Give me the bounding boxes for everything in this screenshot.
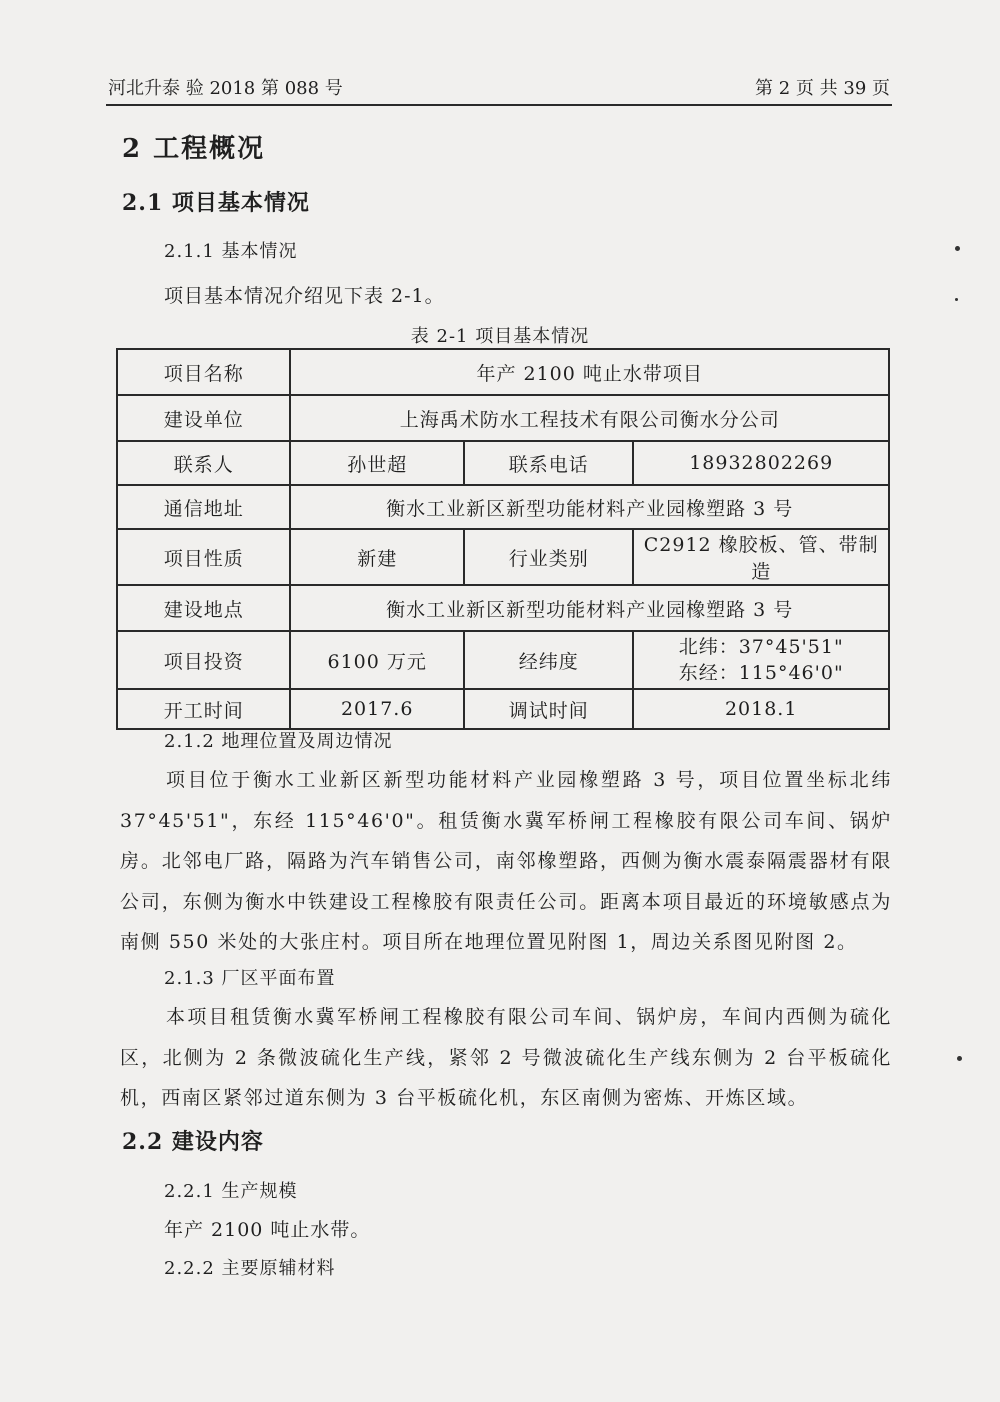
- table-value: 年产 2100 吨止水带项目: [290, 349, 889, 395]
- table-value: 衡水工业新区新型功能材料产业园橡塑路 3 号: [290, 585, 889, 631]
- table-label: 项目投资: [117, 631, 290, 689]
- table-value: C2912 橡胶板、管、带制造: [633, 529, 889, 585]
- table-row: [117, 349, 889, 395]
- table-label: 联系电话: [464, 441, 633, 485]
- section-heading-2: 2 工程概况: [122, 134, 266, 164]
- intro-text: 项目基本情况介绍见下表 2-1。: [164, 285, 445, 307]
- page-header: [108, 74, 890, 106]
- report-number: 河北升泰 验 2018 第 088 号: [108, 78, 343, 99]
- table-row: [117, 485, 889, 529]
- table-label: 项目名称: [117, 349, 290, 395]
- table-value: 18932802269: [633, 441, 889, 485]
- table-value: 2018.1: [633, 689, 889, 729]
- section-heading-2-2-2: 2.2.2 主要原辅材料: [164, 1258, 336, 1279]
- table-row: [117, 441, 889, 485]
- table-label: 建设地点: [117, 585, 290, 631]
- latitude: 北纬：37°45'51": [678, 636, 844, 658]
- table-label: 开工时间: [117, 689, 290, 729]
- table-label: 建设单位: [117, 395, 290, 441]
- table-value: 孙世超: [290, 441, 464, 485]
- table-value: 新建: [290, 529, 464, 585]
- section-heading-2-1-3: 2.1.3 厂区平面布置: [164, 968, 336, 989]
- table-label: 经纬度: [464, 631, 633, 689]
- table-label: 行业类别: [464, 529, 633, 585]
- scan-speck: [957, 1056, 962, 1061]
- section-heading-2-2-1: 2.2.1 生产规模: [164, 1181, 298, 1202]
- section-heading-2-2: 2.2 建设内容: [122, 1129, 264, 1155]
- table-row: [117, 395, 889, 441]
- longitude: 东经：115°46'0": [678, 662, 844, 684]
- table-label: 项目性质: [117, 529, 290, 585]
- location-paragraph: 项目位于衡水工业新区新型功能材料产业园橡塑路 3 号，项目位置坐标北纬 37°45'51"，东经 115°46'0"。租赁衡水冀军桥闸工程橡胶有限公司车间、锅炉房。北邻电厂路，隔路为汽车销售公司，南邻橡塑路，西侧为衡水震泰隔震器材有限公司，东侧为衡水中铁建设工程橡胶有限责任公司。距离本项目最近的环境敏感点为南侧 550 米处的大张庄村。项目所在地理位置见附图 1，周边关系图见附图 2。: [120, 769, 892, 953]
- layout-paragraph: 本项目租赁衡水冀军桥闸工程橡胶有限公司车间、锅炉房，车间内西侧为硫化区，北侧为 2 条微波硫化生产线，紧邻 2 号微波硫化生产线东侧为 2 台平板硫化机，西南区紧邻过道东侧为 3 台平板硫化机，东区南侧为密炼、开炼区域。: [120, 1006, 892, 1109]
- table-label: 通信地址: [117, 485, 290, 529]
- table-value: 2017.6: [290, 689, 464, 729]
- table-row: [117, 529, 889, 585]
- section-heading-2-1-2: 2.1.2 地理位置及周边情况: [164, 731, 393, 752]
- scan-speck: [955, 298, 958, 301]
- table-value: 6100 万元: [290, 631, 464, 689]
- scale-text: 年产 2100 吨止水带。: [164, 1219, 371, 1241]
- page-number: 第 2 页 共 39 页: [755, 78, 890, 99]
- section-heading-2-1-1: 2.1.1 基本情况: [164, 241, 298, 262]
- header-rule: [106, 104, 892, 106]
- table-row: [117, 689, 889, 729]
- table-value: 上海禹术防水工程技术有限公司衡水分公司: [290, 395, 889, 441]
- section-heading-2-1: 2.1 项目基本情况: [122, 190, 310, 216]
- table-value-coords: [633, 631, 889, 689]
- table-caption: 表 2-1 项目基本情况: [410, 326, 590, 347]
- table-label: 调试时间: [464, 689, 633, 729]
- project-info-table: [116, 348, 890, 730]
- table-label: 联系人: [117, 441, 290, 485]
- table-value: 衡水工业新区新型功能材料产业园橡塑路 3 号: [290, 485, 889, 529]
- table-row: [117, 631, 889, 689]
- table-row: [117, 585, 889, 631]
- scan-speck: [955, 246, 960, 251]
